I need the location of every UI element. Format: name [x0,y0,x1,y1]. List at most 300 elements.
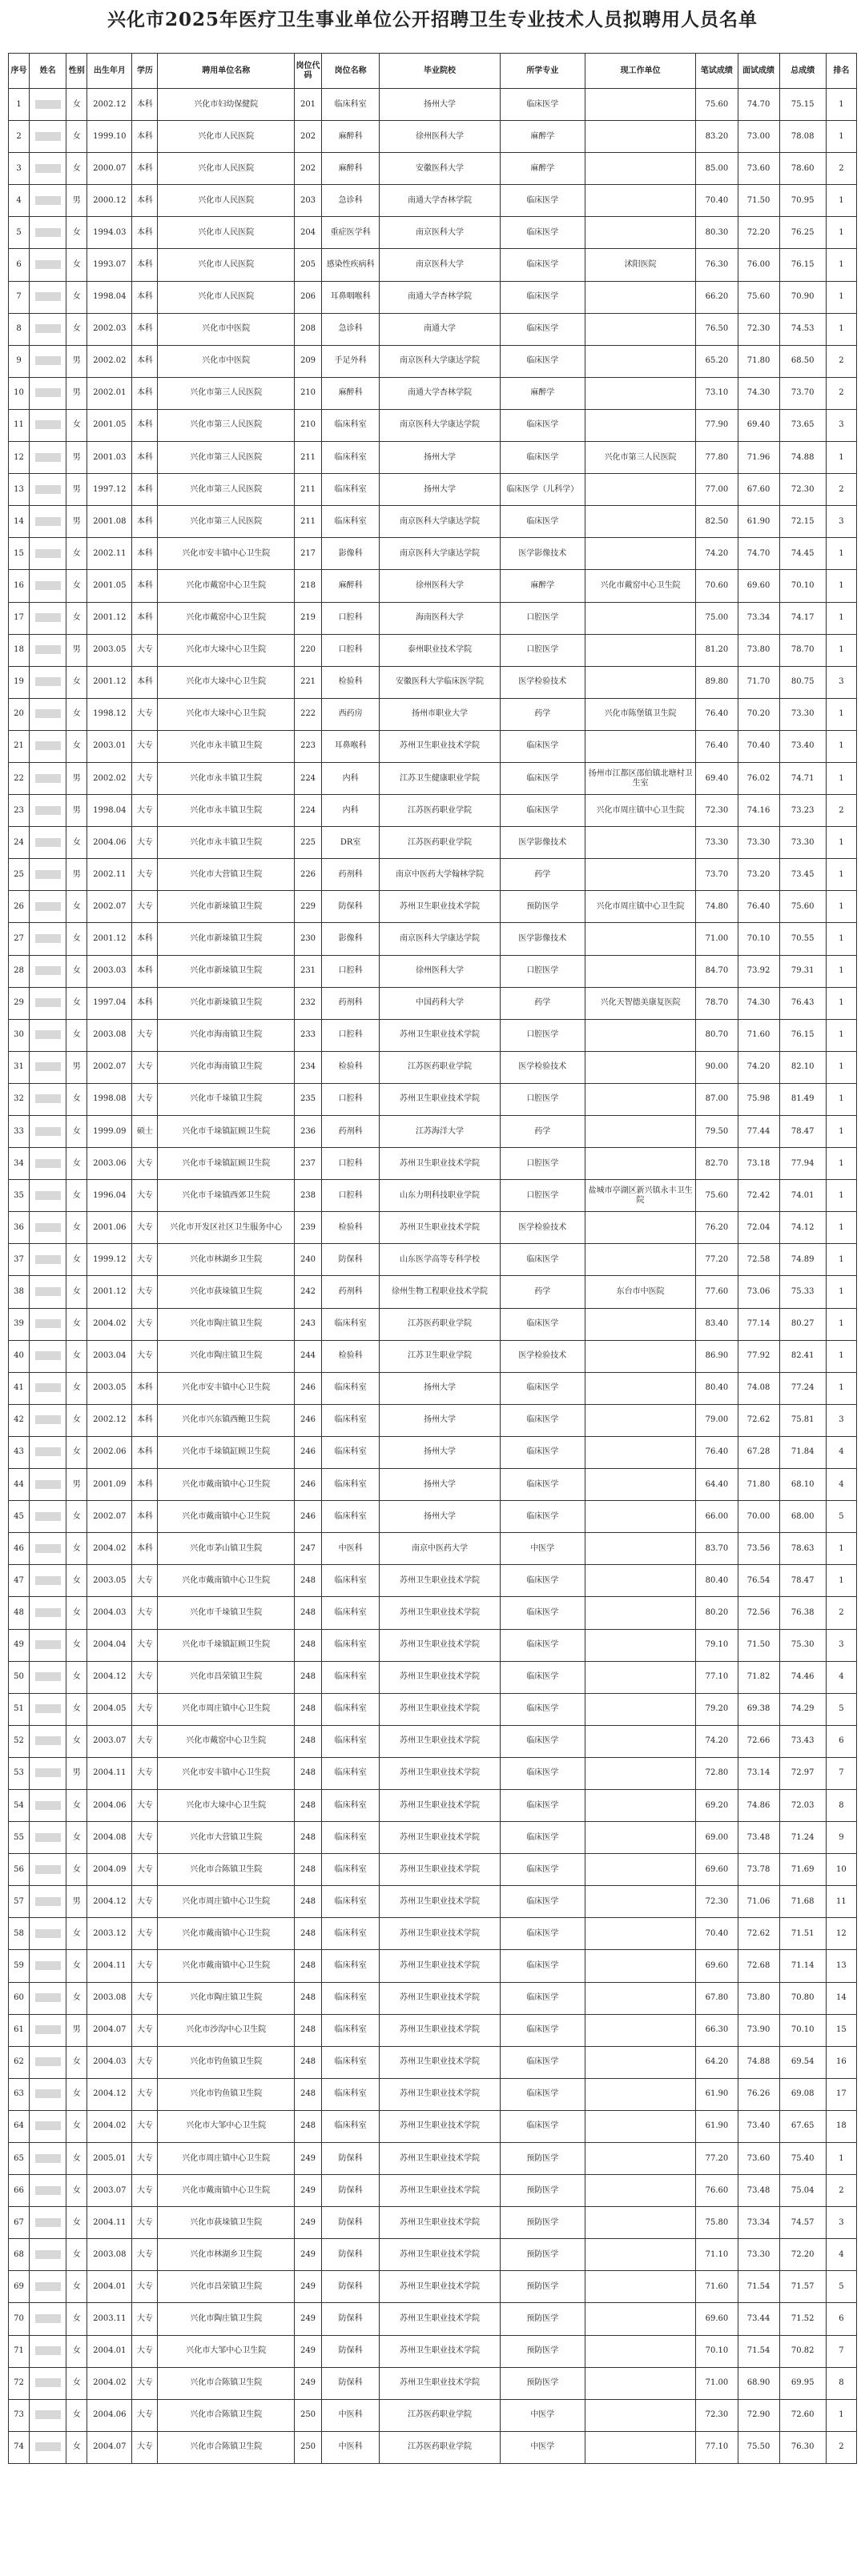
employer-cell: 兴化市钓鱼镇卫生院 [158,2046,294,2078]
birth-cell: 2004.09 [87,1854,132,1886]
name-cell [30,730,66,762]
sex-cell: 女 [66,1436,87,1468]
education-cell: 大专 [132,2431,158,2463]
school-cell: 南京医科大学康达学院 [380,345,500,377]
birth-cell: 2002.07 [87,891,132,923]
current-work-cell [585,409,695,441]
row-number: 34 [9,1148,30,1180]
post-name-cell: 临床科室 [322,1372,380,1404]
employer-cell: 兴化市千垛镇缸顾卫生院 [158,1436,294,1468]
post-code-cell: 211 [294,506,321,538]
row-number: 24 [9,827,30,859]
birth-cell: 2002.12 [87,89,132,121]
name-cell [30,249,66,281]
birth-cell: 2004.06 [87,1789,132,1821]
table-row [9,2239,857,2271]
written-score-cell: 79.50 [696,1116,738,1148]
birth-cell: 2004.03 [87,1597,132,1629]
school-cell: 南京医科大学康达学院 [380,538,500,570]
redacted-name [35,196,61,205]
birth-cell: 2002.03 [87,313,132,345]
interview-score-cell: 73.30 [738,827,779,859]
rank-cell: 4 [826,1661,856,1693]
post-name-cell: 口腔科 [322,602,380,634]
employer-cell: 兴化市戴南镇中心卫生院 [158,1469,294,1501]
education-cell: 大专 [132,859,158,891]
redacted-name [35,1159,61,1168]
major-cell: 口腔医学 [500,1083,585,1115]
redacted-name [35,645,61,654]
row-number: 72 [9,2367,30,2399]
education-cell: 大专 [132,2367,158,2399]
education-cell: 本科 [132,1469,158,1501]
birth-cell: 2001.12 [87,602,132,634]
written-score-cell: 74.80 [696,891,738,923]
row-number: 25 [9,859,30,891]
interview-score-cell: 72.62 [738,1918,779,1950]
major-cell: 临床医学 [500,1854,585,1886]
education-cell: 大专 [132,795,158,827]
birth-cell: 1999.12 [87,1244,132,1276]
current-work-cell: 沭阳医院 [585,249,695,281]
rank-cell: 5 [826,2271,856,2303]
written-score-cell: 69.60 [696,1950,738,1982]
education-cell: 大专 [132,891,158,923]
major-cell: 预防医学 [500,2175,585,2207]
birth-cell: 2004.05 [87,1693,132,1725]
total-score-cell: 73.43 [779,1725,826,1757]
interview-score-cell: 72.42 [738,1180,779,1212]
post-code-cell: 247 [294,1533,321,1565]
school-cell: 苏州卫生职业技术学院 [380,1789,500,1821]
row-number: 35 [9,1180,30,1212]
current-work-cell [585,2110,695,2142]
post-name-cell: 中医科 [322,2431,380,2463]
current-work-cell [585,121,695,153]
written-score-cell: 66.00 [696,1501,738,1533]
current-work-cell [585,666,695,698]
birth-cell: 1998.12 [87,698,132,730]
major-cell: 口腔医学 [500,1180,585,1212]
total-score-cell: 80.27 [779,1308,826,1340]
interview-score-cell: 70.00 [738,1501,779,1533]
birth-cell: 2004.08 [87,1822,132,1854]
school-cell: 苏州卫生职业技术学院 [380,1083,500,1115]
redacted-name [35,1319,61,1328]
employer-cell: 兴化市千垛镇缸顾卫生院 [158,1116,294,1148]
name-cell [30,506,66,538]
table-row [9,1789,857,1821]
sex-cell: 女 [66,1533,87,1565]
sex-cell: 女 [66,1982,87,2014]
total-score-cell: 70.55 [779,923,826,955]
row-number: 40 [9,1340,30,1372]
current-work-cell [585,923,695,955]
redacted-name [35,292,61,301]
post-code-cell: 211 [294,474,321,506]
interview-score-cell: 73.14 [738,1757,779,1789]
post-name-cell: 检验科 [322,666,380,698]
post-code-cell: 248 [294,2046,321,2078]
sex-cell: 女 [66,1693,87,1725]
post-code-cell: 248 [294,2078,321,2110]
table-row [9,1854,857,1886]
school-cell: 苏州卫生职业技术学院 [380,2367,500,2399]
row-number: 56 [9,1854,30,1886]
post-code-cell: 249 [294,2175,321,2207]
table-row [9,1083,857,1115]
interview-score-cell: 72.62 [738,1404,779,1436]
sex-cell: 女 [66,89,87,121]
row-number: 48 [9,1597,30,1629]
table-body [9,89,857,2464]
rank-cell: 1 [826,1148,856,1180]
total-score-cell: 78.08 [779,121,826,153]
employer-cell: 兴化市新垛镇卫生院 [158,987,294,1019]
interview-score-cell: 61.90 [738,506,779,538]
post-code-cell: 239 [294,1212,321,1244]
major-cell: 临床医学 [500,1565,585,1597]
current-work-cell [585,2014,695,2046]
written-score-cell: 77.20 [696,2143,738,2175]
written-score-cell: 79.10 [696,1629,738,1661]
sex-cell: 男 [66,1757,87,1789]
table-row [9,1565,857,1597]
sex-cell: 女 [66,1212,87,1244]
current-work-cell: 盐城市亭湖区新兴镇永丰卫生院 [585,1180,695,1212]
rank-cell: 1 [826,570,856,602]
interview-score-cell: 73.44 [738,2303,779,2335]
interview-score-cell: 73.30 [738,2239,779,2271]
school-cell: 江苏医药职业学院 [380,827,500,859]
redacted-name [35,2378,61,2387]
written-score-cell: 83.20 [696,121,738,153]
post-code-cell: 249 [294,2271,321,2303]
rank-cell: 3 [826,666,856,698]
education-cell: 大专 [132,1693,158,1725]
employer-cell: 兴化市戴窑中心卫生院 [158,570,294,602]
employer-cell: 兴化市安丰镇中心卫生院 [158,538,294,570]
employer-cell: 兴化市大垛中心卫生院 [158,698,294,730]
post-code-cell: 248 [294,1597,321,1629]
education-cell: 本科 [132,538,158,570]
total-score-cell: 73.23 [779,795,826,827]
birth-cell: 2003.11 [87,2303,132,2335]
school-cell: 江苏医药职业学院 [380,795,500,827]
post-code-cell: 248 [294,1982,321,2014]
written-score-cell: 84.70 [696,955,738,987]
employer-cell: 兴化市戴南镇中心卫生院 [158,1950,294,1982]
name-cell [30,923,66,955]
total-score-cell: 81.49 [779,1083,826,1115]
interview-score-cell: 75.50 [738,2431,779,2463]
redacted-name [35,998,61,1007]
table-row [9,2014,857,2046]
redacted-name [35,2186,61,2195]
post-name-cell: 感染性疾病科 [322,249,380,281]
name-cell [30,1244,66,1276]
total-score-cell: 79.31 [779,955,826,987]
written-score-cell: 77.00 [696,474,738,506]
redacted-name [35,1062,61,1071]
employer-cell: 兴化市戴南镇中心卫生院 [158,2175,294,2207]
employer-cell: 兴化市千垛镇卫生院 [158,1083,294,1115]
written-score-cell: 73.10 [696,377,738,409]
redacted-name [35,2121,61,2130]
redacted-name [35,934,61,943]
rank-cell: 8 [826,2367,856,2399]
birth-cell: 2004.06 [87,2399,132,2431]
table-row [9,859,857,891]
post-code-cell: 235 [294,1083,321,1115]
sex-cell: 女 [66,1019,87,1051]
education-cell: 本科 [132,345,158,377]
school-cell: 南京医科大学康达学院 [380,923,500,955]
name-cell [30,2014,66,2046]
post-code-cell: 210 [294,409,321,441]
written-score-cell: 74.20 [696,538,738,570]
sex-cell: 女 [66,1501,87,1533]
total-score-cell: 74.45 [779,538,826,570]
school-cell: 苏州卫生职业技术学院 [380,2014,500,2046]
interview-score-cell: 74.16 [738,795,779,827]
school-cell: 江苏医药职业学院 [380,2431,500,2463]
redacted-name [35,1768,61,1777]
education-cell: 大专 [132,1083,158,1115]
table-row [9,153,857,185]
written-score-cell: 61.90 [696,2078,738,2110]
post-name-cell: 防保科 [322,2239,380,2271]
sex-cell: 女 [66,2110,87,2142]
sex-cell: 女 [66,153,87,185]
post-name-cell: 防保科 [322,2207,380,2239]
major-cell: 预防医学 [500,2367,585,2399]
current-work-cell: 兴化市陈堡镇卫生院 [585,698,695,730]
education-cell: 大专 [132,2207,158,2239]
table-row [9,2335,857,2367]
row-number: 47 [9,1565,30,1597]
employer-cell: 兴化市人民医院 [158,217,294,249]
post-name-cell: 防保科 [322,1244,380,1276]
interview-score-cell: 76.26 [738,2078,779,2110]
post-name-cell: 临床科室 [322,409,380,441]
school-cell: 扬州大学 [380,1436,500,1468]
rank-cell: 1 [826,891,856,923]
employer-cell: 兴化市人民医院 [158,121,294,153]
interview-score-cell: 76.54 [738,1565,779,1597]
post-name-cell: 临床科室 [322,1950,380,1982]
row-number: 41 [9,1372,30,1404]
birth-cell: 1994.03 [87,217,132,249]
name-cell [30,827,66,859]
name-cell [30,121,66,153]
written-score-cell: 79.00 [696,1404,738,1436]
interview-score-cell: 71.60 [738,1019,779,1051]
post-name-cell: 药剂科 [322,1276,380,1308]
education-cell: 大专 [132,2239,158,2271]
table-row [9,1886,857,1918]
sex-cell: 女 [66,955,87,987]
interview-score-cell: 76.02 [738,762,779,794]
major-cell: 临床医学 [500,1918,585,1950]
major-cell: 预防医学 [500,2335,585,2367]
name-cell [30,602,66,634]
redacted-name [35,1447,61,1456]
row-number: 9 [9,345,30,377]
school-cell: 南通大学杏林学院 [380,281,500,313]
current-work-cell [585,2175,695,2207]
birth-cell: 2001.05 [87,409,132,441]
major-cell: 口腔医学 [500,634,585,666]
table-row [9,666,857,698]
name-cell [30,891,66,923]
redacted-name [35,2025,61,2034]
total-score-cell: 74.17 [779,602,826,634]
table-row [9,1148,857,1180]
sex-cell: 女 [66,2175,87,2207]
rank-cell: 1 [826,2399,856,2431]
rank-cell: 3 [826,1404,856,1436]
current-work-cell [585,730,695,762]
post-name-cell: 耳鼻喉科 [322,730,380,762]
rank-cell: 1 [826,121,856,153]
current-work-cell [585,2143,695,2175]
written-score-cell: 66.30 [696,2014,738,2046]
birth-cell: 2004.02 [87,1308,132,1340]
written-score-cell: 72.30 [696,2399,738,2431]
written-score-cell: 64.20 [696,2046,738,2078]
redacted-name [35,1351,61,1360]
major-cell: 药学 [500,987,585,1019]
major-cell: 医学检验技术 [500,1051,585,1083]
row-number: 3 [9,153,30,185]
rank-cell: 5 [826,1501,856,1533]
name-cell [30,1501,66,1533]
major-cell: 中医学 [500,2399,585,2431]
education-cell: 大专 [132,1918,158,1950]
school-cell: 南京中医药大学翰林学院 [380,859,500,891]
written-score-cell: 75.60 [696,89,738,121]
major-cell: 临床医学 [500,2078,585,2110]
post-code-cell: 248 [294,1757,321,1789]
current-work-cell [585,217,695,249]
post-name-cell: 口腔科 [322,1180,380,1212]
interview-score-cell: 73.34 [738,2207,779,2239]
total-score-cell: 73.65 [779,409,826,441]
name-cell [30,377,66,409]
rank-cell: 1 [826,89,856,121]
redacted-name [35,1512,61,1521]
post-code-cell: 244 [294,1340,321,1372]
redacted-name [35,1480,61,1489]
school-cell: 苏州卫生职业技术学院 [380,1757,500,1789]
table-row [9,1019,857,1051]
total-score-cell: 77.24 [779,1372,826,1404]
row-number: 8 [9,313,30,345]
birth-cell: 2004.01 [87,2271,132,2303]
interview-score-cell: 74.30 [738,987,779,1019]
redacted-name [35,1094,61,1103]
education-cell: 大专 [132,762,158,794]
sex-cell: 女 [66,217,87,249]
education-cell: 大专 [132,1019,158,1051]
school-cell: 江苏医药职业学院 [380,1308,500,1340]
birth-cell: 2002.12 [87,1404,132,1436]
redacted-name [35,2410,61,2419]
rank-cell: 2 [826,153,856,185]
total-score-cell: 72.15 [779,506,826,538]
redacted-name [35,1736,61,1745]
sex-cell: 女 [66,2143,87,2175]
major-cell: 临床医学 [500,1950,585,1982]
written-score-cell: 83.40 [696,1308,738,1340]
rank-cell: 12 [826,1918,856,1950]
post-code-cell: 221 [294,666,321,698]
name-cell [30,89,66,121]
interview-score-cell: 74.20 [738,1051,779,1083]
total-score-cell: 76.30 [779,2431,826,2463]
post-code-cell: 226 [294,859,321,891]
sex-cell: 女 [66,281,87,313]
school-cell: 徐州生物工程职业技术学院 [380,1276,500,1308]
total-score-cell: 78.47 [779,1116,826,1148]
total-score-cell: 73.40 [779,730,826,762]
major-cell: 临床医学 [500,1244,585,1276]
post-code-cell: 201 [294,89,321,121]
employer-cell: 兴化市钓鱼镇卫生院 [158,2078,294,2110]
post-code-cell: 249 [294,2335,321,2367]
total-score-cell: 78.63 [779,1533,826,1565]
rank-cell: 4 [826,1469,856,1501]
education-cell: 大专 [132,1854,158,1886]
sex-cell: 男 [66,185,87,217]
sex-cell: 女 [66,2399,87,2431]
name-cell [30,538,66,570]
post-name-cell: 口腔科 [322,1083,380,1115]
row-number: 55 [9,1822,30,1854]
total-score-cell: 82.10 [779,1051,826,1083]
post-code-cell: 249 [294,2303,321,2335]
written-score-cell: 77.10 [696,2431,738,2463]
redacted-name [35,228,61,237]
post-name-cell: 检验科 [322,1051,380,1083]
rank-cell: 1 [826,1019,856,1051]
post-name-cell: 中医科 [322,1533,380,1565]
table-row [9,1725,857,1757]
sex-cell: 男 [66,506,87,538]
sex-cell: 女 [66,1822,87,1854]
current-work-cell [585,1372,695,1404]
employer-cell: 兴化市海南镇卫生院 [158,1019,294,1051]
post-code-cell: 224 [294,762,321,794]
education-cell: 本科 [132,409,158,441]
column-header: 现工作单位 [585,54,695,89]
employer-cell: 兴化市大营镇卫生院 [158,859,294,891]
education-cell: 本科 [132,249,158,281]
post-name-cell: 防保科 [322,2303,380,2335]
major-cell: 临床医学 [500,795,585,827]
post-name-cell: 内科 [322,795,380,827]
table-row [9,1244,857,1276]
post-name-cell: 西药房 [322,698,380,730]
school-cell: 扬州大学 [380,442,500,474]
row-number: 59 [9,1950,30,1982]
education-cell: 大专 [132,1051,158,1083]
school-cell: 苏州卫生职业技术学院 [380,1019,500,1051]
table-row [9,730,857,762]
total-score-cell: 71.68 [779,1886,826,1918]
post-name-cell: 临床科室 [322,1982,380,2014]
